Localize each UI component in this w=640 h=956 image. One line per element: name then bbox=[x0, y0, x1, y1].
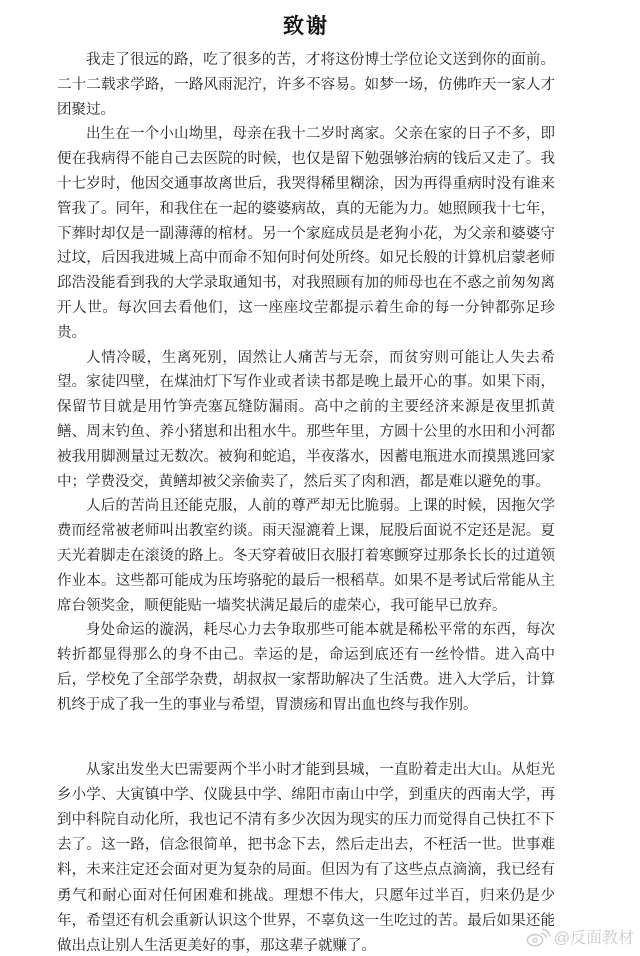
weibo-icon bbox=[526, 927, 551, 947]
paragraph-3: 人情冷暖，生离死别，固然让人痛苦与无奈，而贫穷则可能让人失去希望。家徒四壁，在煤油灯下写作业或者读书都是晚上最开心的事。如果下雨，保留节目就是用竹笋壳塞瓦缝防漏雨。高中之前的主要经济来源是夜里抓黄鳝、周末钓鱼、养小猪崽和出租水牛。那些年里，方圆十公里的水田和小河都被我用脚测量过无数次。被狗和蛇追，半夜落水，因蓄电瓶进水而摸黑逃回家中；学费没交，黄鳝却被父亲偷卖了，然后买了肉和酒，都是难以避免的事。 bbox=[57, 349, 555, 490]
watermark-handle: @反面教材 bbox=[553, 930, 634, 947]
text-block bbox=[57, 0, 555, 956]
paragraph-5: 身处命运的漩涡，耗尽心力去争取那些可能本就是稀松平常的东西，每次转折都显得那么的身不由己。幸运的是，命运到底还有一丝怜惜。进入高中后，学校免了全部学杂费，胡叔叔一家帮助解决了生活费。进入大学后，计算机终于成了我一生的事业与希望，胃溃疡和胃出血也终与我作别。 bbox=[57, 622, 555, 713]
paragraph-6: 从家出发坐大巴需要两个半小时才能到县城，一直盼着走出大山。从炬光乡小学、大寅镇中学、仪陇县中学、绵阳市南山中学，到重庆的西南大学，再到中科院自动化所，我也记不清有多少次因为现实的压力而觉得自己快扛不下去了。这一路，信念很简单，把书念下去，然后走出去，不枉活一世。世事难料，未来注定还会面对更为复杂的局面。但因为有了这些点点滴滴，我已经有勇气和耐心面对任何困难和挑战。理想不伟大，只愿年过半百，归来仍是少年，希望还有机会重新认识这个世界，不辜负这一生吃过的苦。最后如果还能做出点让别人生活更美好的事，那这辈子就赚了。 bbox=[57, 761, 555, 954]
paragraph-1: 我走了很远的路，吃了很多的苦，才将这份博士学位论文送到你的面前。二十二载求学路，一路风雨泥泞，许多不容易。如梦一场，仿佛昨天一家人才团聚过。 bbox=[57, 52, 555, 118]
paragraph-2: 出生在一个小山坳里，母亲在我十二岁时离家。父亲在家的日子不多，即便在我病得不能自己去医院的时候，也仅是留下勉强够治病的钱后又走了。我十七岁时，他因交通事故离世后，我哭得稀里糊涂，因为再得重病时没有谁来管我了。同年，和我住在一起的婆婆病故，真的无能为力。她照顾我十七年，下葬时却仅是一副薄薄的棺材。另一个家庭成员是老狗小花，为父亲和婆婆守过坟，后因我进城上高中而命不知何时何处所终。如兄长般的计算机启蒙老师邱浩没能看到我的大学录取通知书，对我照顾有加的师母也在不惑之前匆匆离开人世。每次回去看他们，这一座座坟茔都提示着生命的每一分钟都弥足珍贵。 bbox=[57, 126, 555, 341]
body-text bbox=[57, 48, 555, 956]
watermark bbox=[526, 925, 634, 948]
paragraph-4: 人后的苦尚且还能克服，人前的尊严却无比脆弱。上课的时候，因拖欠学费而经常被老师叫出教室约谈。雨天湿漉着上课，屁股后面说不定还是泥。夏天光着脚走在滚烫的路上。冬天穿着破旧衣服打着寒颤穿过那条长长的过道领作业本。这些都可能成为压垮骆驼的最后一根稻草。如果不是考试后常能从主席台领奖金，顺便能贴一墙奖状满足最后的虚荣心，我可能早已放弃。 bbox=[57, 498, 555, 614]
page-title: 致谢 bbox=[283, 15, 329, 38]
